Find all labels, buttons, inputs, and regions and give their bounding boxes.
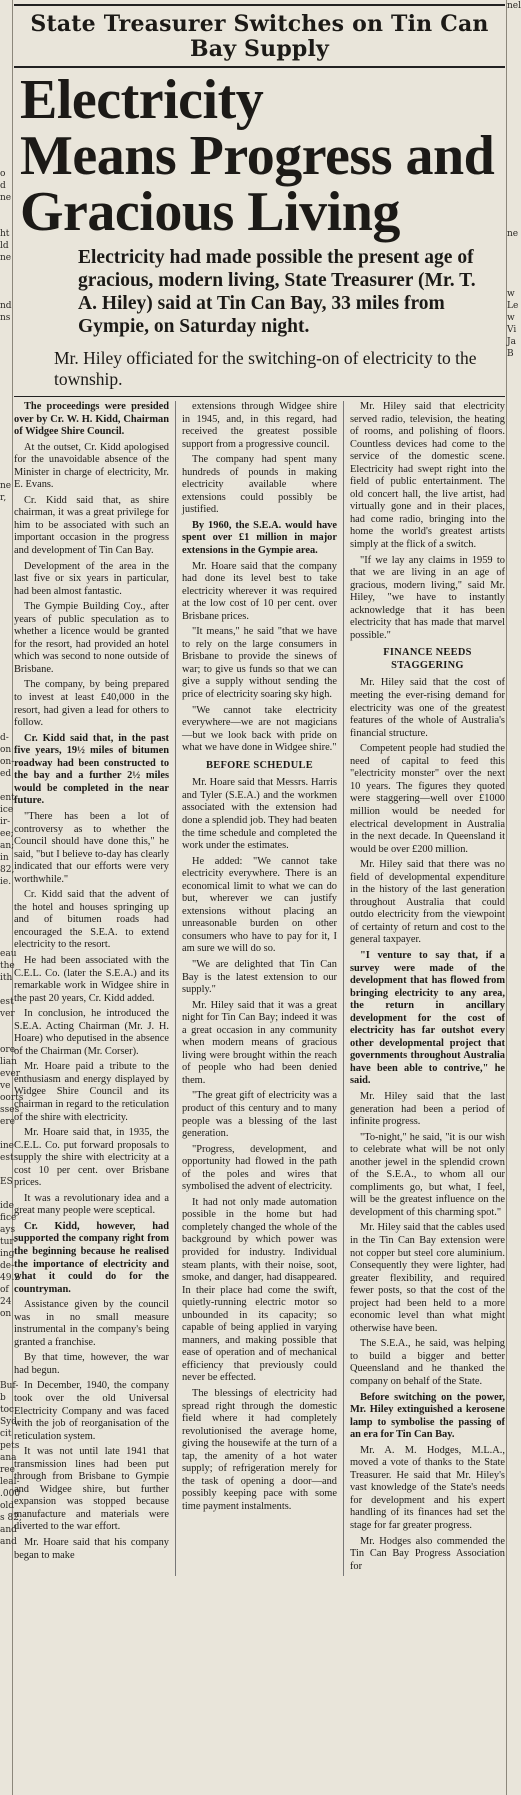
article-columns bbox=[14, 401, 505, 1576]
margin-fragment: ES bbox=[0, 1177, 13, 1187]
margin-fragment bbox=[0, 900, 12, 912]
article-paragraph: "To-night," he said, "it is our wish to celebrate what will be not only another jewel in the splendid crown of the S.E.A., to whom all our compliments go, but what, I feel, will be the greatest influence on the development of this charming spot." bbox=[349, 1131, 505, 1218]
margin-fragment: ays bbox=[0, 1225, 16, 1235]
margin-fragment bbox=[507, 396, 517, 408]
margin-fragment: Buf- bbox=[0, 1381, 19, 1391]
kicker-headline: State Treasurer Switches on Tin Can Bay Supply bbox=[30, 11, 489, 62]
article-paragraph: Mr. Hiley said that the cables used in the Tin Can Bay extension were not copper but steel core aluminium. Consequently they were lighter, had greater flexibility, and required fewer posts, so that the cost of the project had been held to a more economic level than what might otherwise have been. bbox=[349, 1222, 505, 1334]
margin-fragment bbox=[507, 528, 517, 540]
margin-fragment bbox=[0, 348, 12, 360]
margin-fragment bbox=[0, 612, 12, 624]
margin-fragment bbox=[0, 924, 12, 936]
margin-fragment bbox=[0, 264, 12, 276]
margin-fragment: ed bbox=[0, 769, 12, 779]
margin-fragment: and bbox=[0, 1525, 17, 1535]
margin-fragment bbox=[0, 288, 12, 300]
margin-fragment: ine bbox=[0, 1141, 15, 1151]
article-paragraph: The company had spent many hundreds of pounds in making electricity available where extensions could possibly be justified. bbox=[181, 454, 337, 516]
margin-fragment bbox=[0, 1188, 12, 1200]
standfirst: Electricity had made possible the present age of gracious, modern living, State Treasurer (Mr. T. A. Hiley) said at Tin Can Bay, 33 miles from Gympie, on Saturday night. bbox=[78, 247, 476, 337]
margin-fragment bbox=[0, 1356, 12, 1368]
margin-fragment bbox=[0, 120, 12, 132]
margin-fragment bbox=[0, 96, 12, 108]
margin-fragment bbox=[507, 120, 517, 132]
margin-fragment bbox=[507, 36, 517, 48]
margin-fragment bbox=[0, 684, 12, 696]
margin-fragment bbox=[0, 1368, 12, 1380]
margin-fragment bbox=[0, 132, 12, 144]
margin-fragment bbox=[507, 156, 517, 168]
article-paragraph: Mr. Hoare paid a tribute to the enthusiasm and energy displayed by Widgee Shire Council and its chairman in regard to the reticulation of the shire with electricity. bbox=[14, 1061, 170, 1123]
article-paragraph: It was not until late 1941 that transmission lines had been put through from Brisbane to Gympie and Widgee shire, but further expansion was stopped because manufacture and materials were diverted to the war effort. bbox=[14, 1446, 170, 1533]
margin-fragment: on- bbox=[0, 757, 15, 767]
margin-fragment: toc bbox=[0, 1405, 15, 1415]
article-paragraph: "It means," he said "that we have to rely on the large consumers in Brisbane to provide the sinews of war; to give us funds so that we can give a supply without sending the price of electricity soaring sky high. bbox=[181, 626, 337, 701]
margin-fragment bbox=[0, 636, 12, 648]
main-headline bbox=[20, 69, 505, 243]
article-paragraph: extensions through Widgee shire in 1945, and, in this regard, had received the greatest possible support from a progressive council. bbox=[181, 401, 337, 450]
margin-fragment bbox=[0, 408, 12, 420]
top-rule bbox=[14, 4, 505, 6]
margin-fragment bbox=[507, 372, 517, 384]
kicker-rule bbox=[14, 66, 505, 68]
margin-fragment: Ja bbox=[507, 337, 516, 347]
margin-fragment bbox=[0, 216, 12, 228]
article-paragraph: Cr. Kidd said that, as shire chairman, it was a great privilege for him to be associated with such an important occasion in the progress and development of Tin Can Bay. bbox=[14, 494, 170, 557]
margin-fragment bbox=[507, 168, 517, 180]
article-paragraph: Assistance given by the council was in no small measure instrumental in the company's being granted a franchise. bbox=[14, 1299, 170, 1348]
margin-fragment bbox=[507, 420, 517, 432]
article-paragraph: Mr. Hodges also commended the Tin Can Bay Progress Association for bbox=[349, 1535, 505, 1572]
margin-fragment bbox=[507, 144, 517, 156]
article-paragraph: By that time, however, the war had begun. bbox=[14, 1352, 170, 1376]
margin-fragment bbox=[0, 36, 12, 48]
newspaper-article bbox=[14, 0, 505, 1795]
margin-fragment bbox=[0, 384, 12, 396]
article-paragraph: Mr. Hoare said that, in 1935, the C.E.L. Co. put forward proposals to supply the shire with electricity at a cost 10 per cent. over Brisbane prices. bbox=[14, 1127, 170, 1189]
margin-fragment: ver bbox=[0, 1009, 15, 1019]
margin-fragment: de- bbox=[0, 1261, 15, 1271]
margin-fragment: ht bbox=[0, 229, 10, 239]
margin-fragment: ree bbox=[0, 1465, 15, 1475]
margin-fragment bbox=[0, 156, 12, 168]
margin-fragment bbox=[507, 48, 517, 60]
margin-fragment: 24 bbox=[0, 1297, 12, 1307]
article-paragraph: "I venture to say that, if a survey were made of the development that has flowed from bringing electricity to any area, the return in ancillary development for the cost of electricity has far outshot every other developmental project that governments throughout Australia have been able to contrive," he said. bbox=[349, 949, 505, 1087]
margin-fragment: ld bbox=[0, 241, 9, 251]
margin-fragment bbox=[507, 264, 517, 276]
margin-fragment: ir- bbox=[0, 817, 11, 827]
column-rule bbox=[343, 401, 344, 1576]
margin-fragment: Le bbox=[507, 301, 519, 311]
margin-fragment bbox=[0, 204, 12, 216]
margin-fragment: ide bbox=[0, 1201, 14, 1211]
article-paragraph: Cr. Kidd said that, in the past five years, 19½ miles of bitumen roadway had been constructed to the bay and a further 2½ miles would be completed in the near future. bbox=[14, 732, 170, 807]
article-paragraph: Cr. Kidd, however, had supported the company right from the beginning because he realised the importance of electricity and what it could do for the countryman. bbox=[14, 1220, 170, 1295]
margin-fragment: ne bbox=[0, 253, 12, 263]
margin-fragment bbox=[0, 1332, 12, 1344]
article-paragraph: The Gympie Building Coy., after years of public speculation as to whether a licence would be granted for the resort, had provided an hotel which was second to none outside of Brisbane. bbox=[14, 601, 170, 675]
margin-fragment bbox=[507, 24, 517, 36]
margin-fragment bbox=[0, 1320, 12, 1332]
margin-fragment bbox=[0, 276, 12, 288]
margin-fragment: r, bbox=[0, 493, 7, 503]
article-paragraph: Mr. Hoare said that Messrs. Harris and Tyler (S.E.A.) and the workmen associated with the extension had done a splendid job. They had beaten the time schedule and completed the work under the estimates. bbox=[181, 777, 337, 852]
margin-fragment: w bbox=[507, 313, 515, 323]
margin-fragment bbox=[0, 576, 12, 588]
margin-fragment: lian bbox=[0, 1057, 17, 1067]
margin-fragment bbox=[507, 216, 517, 228]
margin-fragment bbox=[507, 516, 517, 528]
article-paragraph: The proceedings were presided over by Cr. W. H. Kidd, Chairman of Widgee Shire Council. bbox=[14, 401, 170, 438]
margin-fragment: leal- bbox=[0, 1477, 20, 1487]
margin-fragment bbox=[507, 252, 517, 264]
margin-fragment bbox=[0, 1344, 12, 1356]
margin-fragment: ne bbox=[0, 481, 12, 491]
article-column-2 bbox=[182, 401, 337, 1576]
article-paragraph: It was a revolutionary idea and a great many people were sceptical. bbox=[14, 1192, 170, 1217]
margin-fragment bbox=[0, 516, 12, 528]
margin-fragment bbox=[0, 600, 12, 612]
margin-fragment bbox=[507, 360, 517, 372]
margin-fragment bbox=[0, 1020, 12, 1032]
article-paragraph: By 1960, the S.E.A. would have spent over £1 million in major extensions in the Gympie area. bbox=[181, 519, 337, 557]
margin-fragment: ing bbox=[0, 1249, 15, 1259]
article-paragraph: Mr. Hiley said that the cost of meeting the ever-rising demand for electricity was one of the greatest features of the whole of Australia's financial structure. bbox=[349, 677, 505, 739]
article-paragraph: He added: "We cannot take electricity everywhere. There is an economical limit to what we can do but, wherever we can justify extensions without placing an unreasonable burden on other consumers who have to pay for it, I am sure we will do so. bbox=[181, 855, 337, 955]
margin-fragment: ie. bbox=[0, 877, 12, 887]
margin-fragment bbox=[507, 444, 517, 456]
margin-fragment bbox=[0, 372, 12, 384]
margin-fragment bbox=[0, 336, 12, 348]
article-paragraph: Mr. Hiley said that there was no field of developmental expenditure in the history of the last generation throughout Australia that could outdo electricity from the viewpoint of certainty of return and cost to the general taxpayer. bbox=[349, 859, 505, 946]
margin-fragment bbox=[0, 888, 12, 900]
margin-fragment bbox=[0, 24, 12, 36]
article-paragraph: In conclusion, he introduced the S.E.A. Acting Chairman (Mr. J. H. Hoare) who deputised in the absence of the Chairman (Mr. Corser). bbox=[14, 1008, 170, 1057]
article-paragraph: "If we lay any claims in 1959 to that we are living in an age of gracious, modern living," said Mr. Hiley, "we have to instantly acknowledge that it has been electricity that has made that marvel possible." bbox=[349, 554, 505, 641]
article-paragraph: "We cannot take electricity everywhere—we are not magicians—but we look back with pride on what we have done in Widgee shire." bbox=[181, 704, 337, 754]
margin-fragment: est bbox=[0, 1153, 14, 1163]
margin-fragment: 82, bbox=[0, 865, 15, 875]
margin-fragment: Vi bbox=[507, 325, 517, 335]
margin-fragment: o bbox=[0, 169, 6, 179]
margin-fragment bbox=[0, 456, 12, 468]
margin-fragment bbox=[507, 12, 517, 24]
article-paragraph: Cr. Kidd said that the advent of the hotel and houses springing up and of bitumen roads had encouraged the S.E.A. to extend electricity to the resort. bbox=[14, 889, 170, 951]
margin-fragment bbox=[507, 132, 517, 144]
article-paragraph: Mr. A. M. Hodges, M.L.A., moved a vote of thanks to the State Treasurer. He said that Mr. Hiley's vast knowledge of the State's needs for development and his expert handling of its finances had set the stage for far greater progress. bbox=[349, 1444, 505, 1532]
margin-fragment bbox=[0, 780, 12, 792]
margin-fragment: oorts bbox=[0, 1093, 24, 1103]
margin-fragment: d- bbox=[0, 733, 9, 743]
margin-fragment bbox=[0, 1032, 12, 1044]
margin-fragment bbox=[0, 552, 12, 564]
margin-fragment bbox=[0, 624, 12, 636]
margin-fragment: ore- bbox=[0, 1045, 19, 1055]
margin-fragment bbox=[507, 456, 517, 468]
margin-fragment: ne bbox=[0, 193, 12, 203]
margin-fragment: w bbox=[507, 289, 515, 299]
margin-fragment: s 82, bbox=[0, 1513, 22, 1523]
article-paragraph: Mr. Hoare said that the company had done its level best to take electricity wherever it was required at the low cost of 10 per cent. over Brisbane prices. bbox=[181, 560, 337, 622]
margin-fragment: B bbox=[507, 349, 514, 359]
margin-fragment: of bbox=[0, 1285, 9, 1295]
margin-fragment: .000 bbox=[0, 1489, 21, 1499]
article-paragraph: Competent people had studied the need of capital to feed this "electricity monster" over the next 10 years. The figures they quoted were staggering—well over £1000 million would be needed for electrical development in Australia in the next decade. In Queensland it would be over £200 million. bbox=[349, 743, 505, 855]
margin-fragment: pets bbox=[0, 1441, 20, 1451]
margin-fragment: nd bbox=[0, 301, 12, 311]
margin-fragment bbox=[0, 528, 12, 540]
margin-fragment: ee; bbox=[0, 829, 14, 839]
article-paragraph: Mr. Hiley said that the last generation had been a period of infinite progress. bbox=[349, 1090, 505, 1128]
article-paragraph: In December, 1940, the company took over the old Universal Electricity Company and was faced with the job of reorganisation of the reticulation system. bbox=[14, 1380, 170, 1442]
margin-fragment bbox=[507, 108, 517, 120]
margin-fragment: the bbox=[0, 961, 15, 971]
margin-fragment: est bbox=[0, 997, 14, 1007]
article-column-3 bbox=[350, 401, 505, 1576]
margin-fragment: b bbox=[0, 1393, 6, 1403]
article-paragraph: "We are delighted that Tin Can Bay is the latest extension to our supply." bbox=[181, 958, 337, 996]
margin-fragment bbox=[0, 396, 12, 408]
margin-fragment bbox=[507, 492, 517, 504]
margin-fragment bbox=[507, 468, 517, 480]
margin-fragment bbox=[0, 144, 12, 156]
margin-fragment bbox=[0, 504, 12, 516]
margin-fragment: 49.2 bbox=[0, 1273, 21, 1283]
article-paragraph: At the outset, Cr. Kidd apologised for the unavoidable absence of the Minister in charge of electricity, Mr. E. Evans. bbox=[14, 441, 170, 491]
margin-fragment bbox=[0, 72, 12, 84]
margin-fragment bbox=[507, 240, 517, 252]
margin-fragment bbox=[0, 648, 12, 660]
margin-fragment: ere bbox=[0, 1117, 15, 1127]
margin-fragment bbox=[0, 444, 12, 456]
margin-fragment bbox=[507, 552, 517, 564]
margin-fragment bbox=[0, 984, 12, 996]
margin-fragment: an; bbox=[0, 841, 15, 851]
margin-fragment bbox=[507, 192, 517, 204]
margin-fragment bbox=[507, 408, 517, 420]
margin-fragment bbox=[0, 540, 12, 552]
article-paragraph: He had been associated with the C.E.L. Co. (later the S.E.A.) and its remarkable work in Widgee shire in the past 20 years, Cr. Kidd added. bbox=[14, 954, 170, 1004]
margin-fragment: tur- bbox=[0, 1237, 17, 1247]
margin-fragment bbox=[507, 480, 517, 492]
margin-fragment bbox=[0, 696, 12, 708]
article-paragraph: Development of the area in the last five or six years in particular, had been almost fantastic. bbox=[14, 560, 170, 597]
margin-fragment bbox=[0, 468, 12, 480]
margin-fragment: sses bbox=[0, 1105, 20, 1115]
margin-fragment bbox=[0, 108, 12, 120]
margin-fragment: on bbox=[0, 1309, 12, 1319]
margin-fragment bbox=[507, 84, 517, 96]
margin-fragment bbox=[0, 672, 12, 684]
right-margin-clipped-column bbox=[506, 0, 521, 1795]
margin-fragment bbox=[0, 432, 12, 444]
margin-fragment bbox=[507, 60, 517, 72]
margin-fragment bbox=[507, 384, 517, 396]
margin-fragment bbox=[0, 564, 12, 576]
article-column-1 bbox=[14, 401, 169, 1576]
margin-fragment bbox=[0, 720, 12, 732]
margin-fragment: old bbox=[0, 1501, 15, 1511]
margin-fragment bbox=[0, 588, 12, 600]
headline-line: Means Progress and bbox=[20, 125, 495, 187]
left-margin-clipped-column bbox=[0, 0, 24, 1795]
margin-fragment: ve bbox=[0, 1081, 11, 1091]
article-paragraph: "The great gift of electricity was a product of this century and to many people was a blessing of the last generation. bbox=[181, 1090, 337, 1140]
article-paragraph: It had not only made automation possible in the home but had completely changed the whole of the background by which power was provided for industry. Individual steam plants, with their noise, soot, smoke, and danger, had disappeared. In their place had come the swift, quietly-running electric motor so unbounded in its capacity; so capable of being applied in varying manners, and making possible that ease of operation and of mechanical efficiency that previously could never be effected. bbox=[181, 1196, 337, 1384]
margin-fragment bbox=[507, 504, 517, 516]
margin-fragment: on bbox=[0, 745, 12, 755]
article-paragraph: Before switching on the power, Mr. Hiley extinguished a kerosene lamp to symbolise the passing of an era for Tin Can Bay. bbox=[349, 1391, 505, 1441]
margin-fragment bbox=[0, 324, 12, 336]
margin-fragment bbox=[0, 1164, 12, 1176]
margin-fragment bbox=[507, 276, 517, 288]
subdeck: Mr. Hiley officiated for the switching-on of electricity to the township. bbox=[54, 348, 477, 389]
article-paragraph: Mr. Hiley said that electricity served radio, television, the heating of rooms, and polishing of floors. Countless devices had come to the service of the domestic scene. Electricity had swept right into the field of public entertainment. The old concert hall, the live artist, had virtually gone and in their places, had come radio, bringing into the home the world's greatest artists simply at the flick of a switch. bbox=[349, 401, 505, 551]
margin-fragment bbox=[0, 1128, 12, 1140]
margin-fragment: ne bbox=[507, 229, 519, 239]
headline-line: Electricity bbox=[20, 69, 264, 131]
margin-fragment bbox=[507, 72, 517, 84]
margin-fragment: eau bbox=[0, 949, 17, 959]
margin-fragment: ana bbox=[0, 1453, 17, 1463]
margin-fragment bbox=[507, 540, 517, 552]
margin-fragment: and bbox=[0, 1537, 17, 1547]
margin-fragment: fice bbox=[0, 1213, 17, 1223]
margin-fragment bbox=[0, 12, 12, 24]
margin-fragment bbox=[507, 204, 517, 216]
margin-fragment bbox=[0, 912, 12, 924]
margin-fragment: Syd- bbox=[0, 1417, 21, 1427]
margin-fragment bbox=[0, 60, 12, 72]
article-paragraph: The company, by being prepared to invest at least £40,000 in the resort, had given a lead for others to follow. bbox=[14, 679, 170, 729]
margin-fragment: ice bbox=[0, 805, 14, 815]
article-paragraph: Mr. Hiley said that it was a great night for Tin Can Bay; indeed it was a great occasion in any community when modern means of gracious living were brought within the reach of people who had been denied them. bbox=[181, 999, 337, 1086]
margin-fragment bbox=[0, 84, 12, 96]
margin-fragment: in bbox=[0, 853, 9, 863]
margin-fragment: ent bbox=[0, 793, 15, 803]
margin-fragment bbox=[507, 432, 517, 444]
margin-fragment bbox=[0, 48, 12, 60]
body-rule bbox=[14, 396, 505, 397]
section-heading: FINANCE NEEDS STAGGERING bbox=[383, 647, 472, 671]
margin-fragment bbox=[0, 708, 12, 720]
column-rule bbox=[175, 401, 176, 1576]
margin-fragment: ith bbox=[0, 973, 13, 983]
margin-fragment bbox=[0, 936, 12, 948]
margin-fragment bbox=[0, 0, 12, 12]
article-paragraph: The blessings of electricity had spread right through the domestic field where it had completely revolutionised the average home, giving the housewife at the turn of a tap, the amenity of a hot water supply; of refrigeration merely for the task of opening a door—and possibly keeping pace with some time payment instalments. bbox=[181, 1388, 337, 1512]
margin-fragment: ns bbox=[0, 313, 11, 323]
article-paragraph: The S.E.A., he said, was helping to build a bigger and better Queensland and he thanked the company on behalf of the State. bbox=[349, 1338, 505, 1388]
headline-line: Gracious Living bbox=[20, 181, 400, 243]
margin-fragment: nel bbox=[507, 1, 521, 11]
margin-fragment bbox=[0, 360, 12, 372]
margin-fragment bbox=[507, 96, 517, 108]
article-paragraph: "There has been a lot of controversy as to whether the Council should have done this," he said, "but I believe to-day has clearly indicated that our efforts were very worthwhile." bbox=[14, 810, 170, 885]
margin-fragment: d bbox=[0, 181, 6, 191]
article-paragraph: "Progress, development, and opportunity had flowed in the path of the poles and wires that symbolised the advent of electricity. bbox=[181, 1143, 337, 1193]
margin-fragment: cit bbox=[0, 1429, 12, 1439]
margin-fragment bbox=[507, 180, 517, 192]
margin-fragment bbox=[0, 660, 12, 672]
margin-fragment: ever bbox=[0, 1069, 21, 1079]
section-heading: BEFORE SCHEDULE bbox=[205, 759, 313, 771]
margin-fragment bbox=[0, 420, 12, 432]
article-paragraph: Mr. Hoare said that his company began to make bbox=[14, 1537, 170, 1561]
